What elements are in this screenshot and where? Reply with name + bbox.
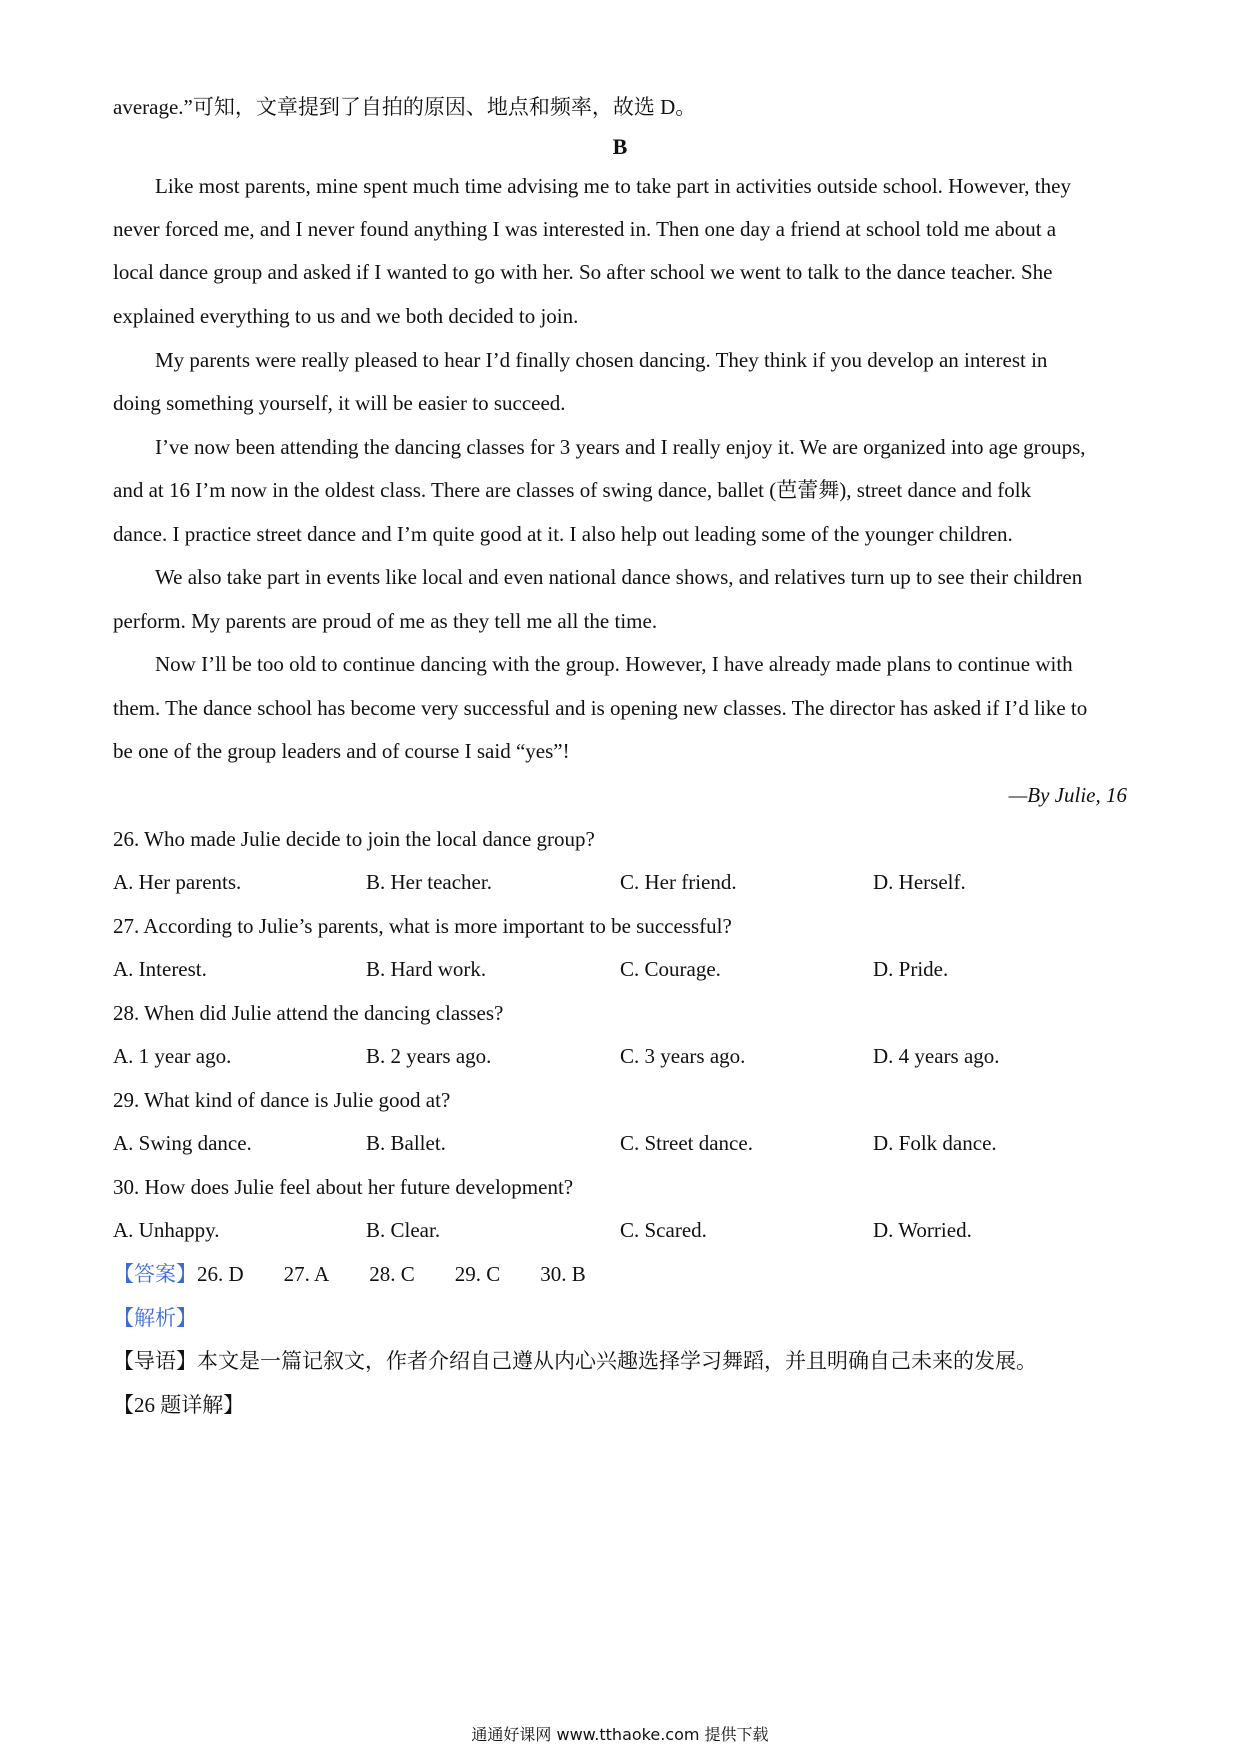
intro-line: average.”可知，文章提到了自拍的原因、地点和频率，故选 D。 [113, 95, 697, 119]
option-a: A. Swing dance. [113, 1131, 252, 1155]
page-footer: 通通好课网 www.tthaoke.com 提供下载 [471, 1725, 769, 1744]
detail-label: 【26 题详解】 [113, 1393, 245, 1417]
question-stem: 26. Who made Julie decide to join the local dance group? [113, 827, 595, 851]
option-b: B. Her teacher. [366, 870, 492, 894]
answer-label: 【答案】 [113, 1262, 197, 1286]
question-stem: 28. When did Julie attend the dancing classes? [113, 1001, 504, 1025]
passage-line: them. The dance school has become very successful and is opening new classes. The director has asked if I’d like to [113, 696, 1088, 720]
analysis-label: 【解析】 [113, 1306, 197, 1330]
option-a: A. Unhappy. [113, 1218, 220, 1242]
answer-item: 28. C [369, 1262, 415, 1286]
passage-line: perform. My parents are proud of me as they tell me all the time. [113, 609, 658, 633]
option-d: D. Herself. [873, 870, 966, 894]
option-a: A. Interest. [113, 957, 207, 981]
option-a: A. 1 year ago. [113, 1044, 232, 1068]
option-c: C. Courage. [620, 957, 721, 981]
answer-item: 27. A [283, 1262, 330, 1286]
passage-line: and at 16 I’m now in the oldest class. There are classes of swing dance, ballet (芭蕾舞), street dance and folk [113, 478, 1032, 502]
option-d: D. Worried. [873, 1218, 972, 1242]
option-c: C. Scared. [620, 1218, 707, 1242]
passage-line: My parents were really pleased to hear I’d finally chosen dancing. They think if you develop an interest in [155, 348, 1048, 372]
option-b: B. Clear. [366, 1218, 441, 1242]
option-b: B. Hard work. [366, 957, 487, 981]
passage-line: We also take part in events like local and even national dance shows, and relatives turn up to see their children [155, 565, 1083, 589]
section-heading: B [612, 134, 628, 159]
answer-line [113, 1260, 586, 1288]
option-c: C. 3 years ago. [620, 1044, 746, 1068]
guide-line: 【导语】本文是一篇记叙文，作者介绍自己遵从内心兴趣选择学习舞蹈，并且明确自己未来的发展。 [113, 1349, 1037, 1373]
option-a: A. Her parents. [113, 870, 242, 894]
question-stem: 30. How does Julie feel about her future development? [113, 1175, 574, 1199]
option-b: B. Ballet. [366, 1131, 446, 1155]
passage-line: be one of the group leaders and of course I said “yes”! [113, 739, 570, 763]
answer-item: 30. B [540, 1262, 586, 1286]
option-b: B. 2 years ago. [366, 1044, 492, 1068]
passage-line: Now I’ll be too old to continue dancing with the group. However, I have already made plans to continue with [155, 652, 1073, 676]
passage-line: Like most parents, mine spent much time advising me to take part in activities outside school. However, they [155, 174, 1071, 198]
passage-line: explained everything to us and we both decided to join. [113, 304, 579, 328]
passage-line: I’ve now been attending the dancing classes for 3 years and I really enjoy it. We are organized into age groups, [155, 435, 1086, 459]
passage-line: dance. I practice street dance and I’m quite good at it. I also help out leading some of the younger children. [113, 522, 1013, 546]
question-stem: 27. According to Julie’s parents, what is more important to be successful? [113, 914, 732, 938]
signature: —By Julie, 16 [1008, 783, 1127, 807]
option-c: C. Street dance. [620, 1131, 753, 1155]
answer-item: 26. D [197, 1262, 244, 1286]
question-stem: 29. What kind of dance is Julie good at? [113, 1088, 451, 1112]
answer-item: 29. C [454, 1262, 501, 1286]
passage-line: local dance group and asked if I wanted to go with her. So after school we went to talk to the dance teacher. She [113, 260, 1053, 284]
option-d: D. Pride. [873, 957, 949, 981]
passage-line: never forced me, and I never found anything I was interested in. Then one day a friend at school told me about a [113, 217, 1057, 241]
option-d: D. 4 years ago. [873, 1044, 1000, 1068]
option-c: C. Her friend. [620, 870, 737, 894]
passage-line: doing something yourself, it will be easier to succeed. [113, 391, 566, 415]
option-d: D. Folk dance. [873, 1131, 997, 1155]
